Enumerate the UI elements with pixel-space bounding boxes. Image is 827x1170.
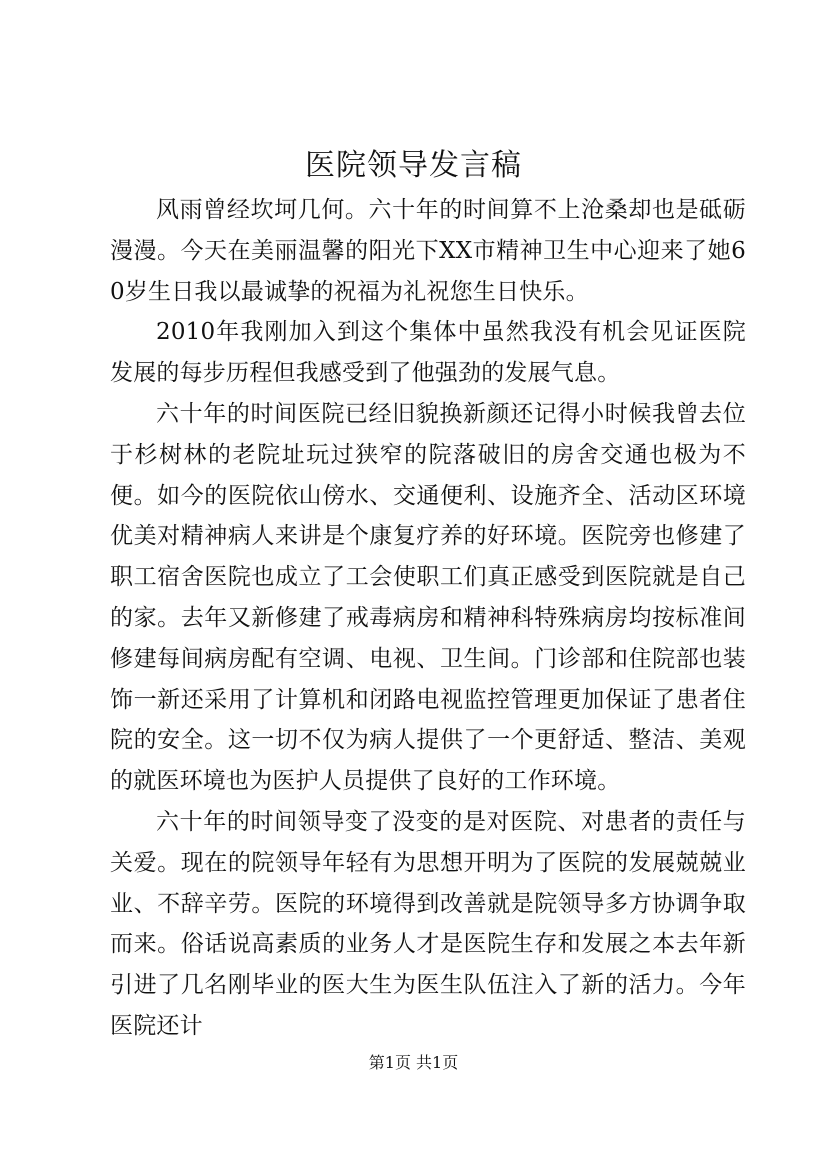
- page-number-footer: 第1页 共1页: [368, 1053, 459, 1072]
- paragraph: 风雨曾经坎坷几何。六十年的时间算不上沧桑却也是砥砺漫漫。今天在美丽温馨的阳光下XX市精神卫生中心迎来了她60岁生日我以最诚挚的祝福为礼祝您生日快乐。: [110, 197, 746, 305]
- paragraph: 2010年我刚加入到这个集体中虽然我没有机会见证医院发展的每步历程但我感受到了他强劲的发展气息。: [110, 319, 746, 387]
- paragraph: 六十年的时间医院已经旧貌换新颜还记得小时候我曾去位于杉树林的老院址玩过狭窄的院落破旧的房舍交通也极为不便。如今的医院依山傍水、交通便利、设施齐全、活动区环境优美对精神病人来讲是个康复疗养的好环境。医院旁也修建了职工宿舍医院也成立了工会使职工们真正感受到医院就是自己的家。去年又新修建了戒毒病房和精神科特殊病房均按标准间修建每间病房配有空调、电视、卫生间。门诊部和住院部也装饰一新还采用了计算机和闭路电视监控管理更加保证了患者住院的安全。这一切不仅为病人提供了一个更舒适、整洁、美观的就医环境也为医护人员提供了良好的工作环境。: [110, 400, 746, 795]
- document-title: 医院领导发言稿: [305, 148, 522, 183]
- paragraph: 六十年的时间领导变了没变的是对医院、对患者的责任与关爱。现在的院领导年轻有为思想开明为了医院的发展兢兢业业、不辞辛劳。医院的环境得到改善就是院领导多方协调争取而来。俗话说高素质的业务人才是医院生存和发展之本去年新引进了几名刚毕业的医大生为医生队伍注入了新的活力。今年医院还计: [110, 808, 746, 1039]
- document-body: [110, 190, 746, 1047]
